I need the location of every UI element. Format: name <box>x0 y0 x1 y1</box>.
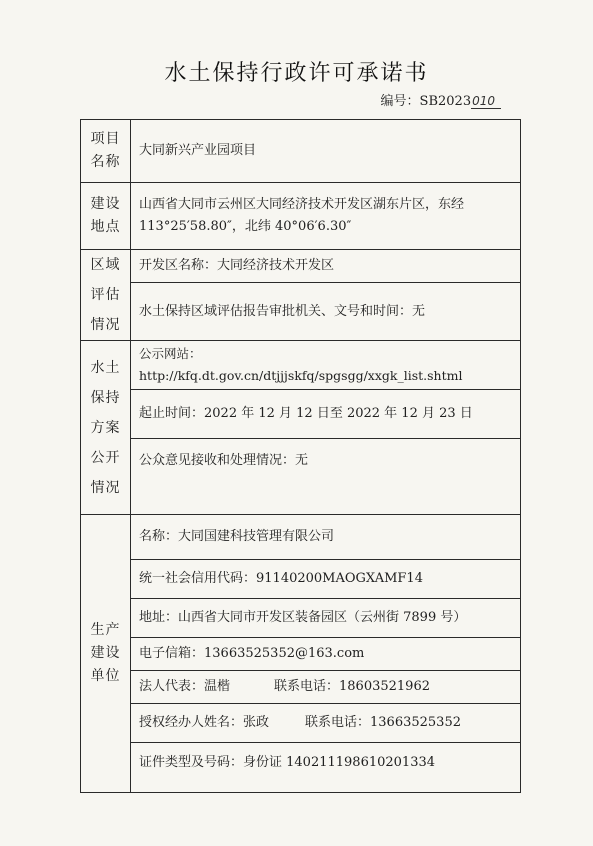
row-project-name <box>81 120 521 183</box>
document-number-handwritten: 010 <box>471 94 501 109</box>
label-line: 单位 <box>90 668 121 684</box>
value-publicity-website: 公示网站：http://kfq.dt.gov.cn/dtjjjskfq/spgsgg/xxgk_list.shtml <box>131 341 521 390</box>
document-number <box>381 90 501 109</box>
label-line: 名称 <box>90 154 121 170</box>
row-address <box>81 599 521 638</box>
value-credit-code: 统一社会信用代码：91140200MAOGXAMF14 <box>131 560 521 599</box>
label-line: 区域 <box>90 257 121 273</box>
value-producer-name: 名称：大同国建科技管理有限公司 <box>131 515 521 560</box>
document-number-label: 编号：SB2023 <box>380 94 472 109</box>
label-regional-assessment <box>81 250 131 341</box>
value-project-name: 大同新兴产业园项目 <box>131 120 521 183</box>
commitment-form-table <box>80 119 521 793</box>
row-regional-assessment <box>81 250 521 283</box>
value-devzone-name: 开发区名称：大同经济技术开发区 <box>131 250 521 283</box>
value-construction-site <box>131 183 521 250</box>
label-line: 评估 <box>90 287 121 303</box>
row-credit-code <box>81 560 521 599</box>
row-legal-rep <box>81 671 521 704</box>
agent-name: 授权经办人姓名：张政 <box>139 715 270 730</box>
value-assessment-approval: 水土保持区域评估报告审批机关、文号和时间：无 <box>131 283 521 341</box>
legal-rep-phone: 联系电话：18603521962 <box>274 679 430 694</box>
label-line: 情况 <box>90 317 121 333</box>
label-line: 公开 <box>90 449 121 466</box>
row-regional-approval <box>81 283 521 341</box>
label-construction-site <box>81 183 131 250</box>
row-construction-site <box>81 183 521 250</box>
label-line: 水土 <box>90 359 121 376</box>
document-title: 水土保持行政许可承诺书 <box>164 61 429 86</box>
row-publicity-period <box>81 390 521 439</box>
label-line: 方案 <box>90 419 121 436</box>
site-line-1: 山西省大同市云州区大同经济技术开发区湖东片区，东经 <box>139 197 465 212</box>
value-address: 地址：山西省大同市开发区装备园区（云州街 7899 号） <box>131 599 521 638</box>
label-line: 生产 <box>90 622 121 638</box>
value-publicity-feedback: 公众意见接收和处理情况：无 <box>131 439 521 515</box>
legal-rep-name: 法人代表：温楷 <box>139 679 231 694</box>
row-id-document <box>81 743 521 793</box>
label-line: 项目 <box>90 131 121 147</box>
row-producer-name <box>81 515 521 560</box>
value-authorized-agent <box>131 704 521 743</box>
agent-phone: 联系电话：13663525352 <box>305 715 461 730</box>
row-authorized-agent <box>81 704 521 743</box>
row-publicity-feedback <box>81 439 521 515</box>
value-publicity-period: 起止时间：2022 年 12 月 12 日至 2022 年 12 月 23 日 <box>131 390 521 439</box>
label-line: 建设 <box>90 645 121 661</box>
label-line: 地点 <box>90 219 121 235</box>
value-email: 电子信箱：13663525352@163.com <box>131 638 521 671</box>
value-legal-rep <box>131 671 521 704</box>
label-line: 保持 <box>90 389 121 406</box>
label-plan-publicity <box>81 341 131 515</box>
row-publicity-website <box>81 341 521 390</box>
label-line: 建设 <box>90 196 121 212</box>
label-producer-unit <box>81 515 131 793</box>
site-line-2: 113°25′58.80″，北纬 40°06′6.30″ <box>139 219 352 234</box>
label-line: 情况 <box>90 479 121 496</box>
label-project-name <box>81 120 131 183</box>
value-id-document: 证件类型及号码：身份证 140211198610201334 <box>131 743 521 793</box>
row-email <box>81 638 521 671</box>
